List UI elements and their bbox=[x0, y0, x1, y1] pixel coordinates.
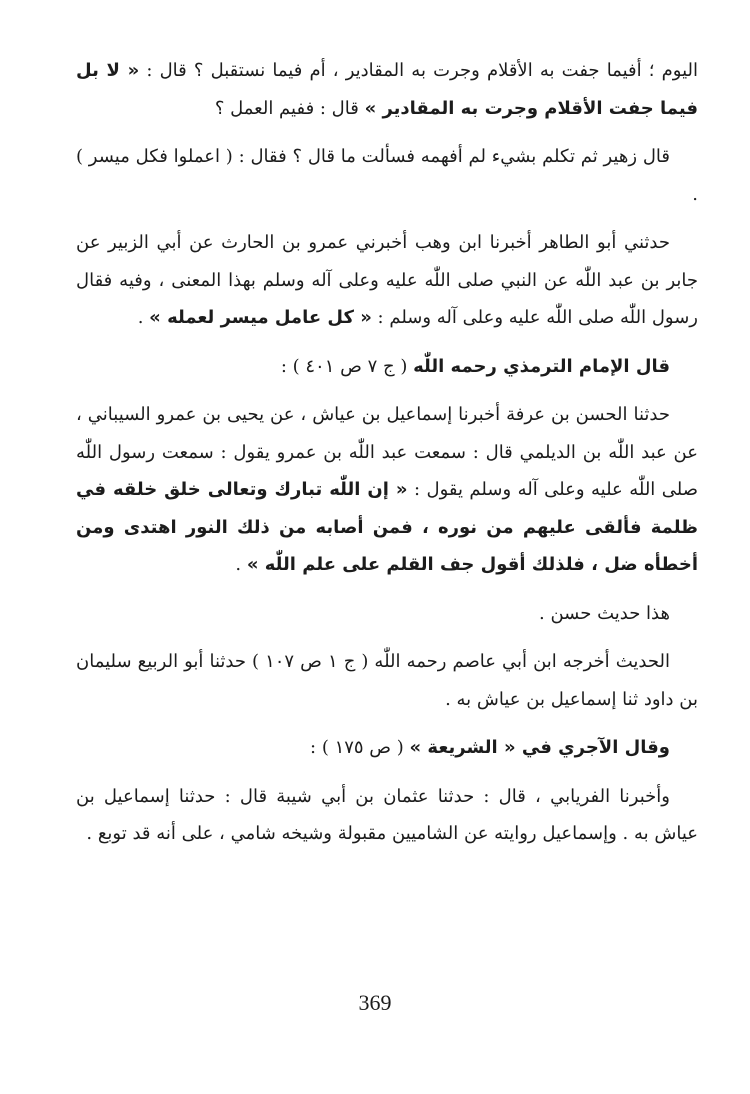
paragraph-4 bbox=[76, 396, 698, 584]
paragraph-1-text: اليوم ؛ أفيما جفت به الأقلام وجرت به المقادير ، أم فيما نستقبل ؟ قال : bbox=[139, 60, 698, 81]
paragraph-1-tail: قال : ففيم العمل ؟ bbox=[214, 97, 365, 119]
paragraph-2: قال زهير ثم تكلم بشيء لم أفهمه فسألت ما قال ؟ فقال : ( اعملوا فكل ميسر ) . bbox=[76, 146, 698, 205]
section-heading-ajurri-title: وقال الآجري في « الشريعة » bbox=[409, 737, 670, 758]
section-heading-ajurri bbox=[76, 729, 698, 767]
paragraph-7: وأخبرنا الفريابي ، قال : حدثنا عثمان بن أبي شيبة قال : حدثنا إسماعيل بن عياش به . وإسماعيل روايته عن الشاميين مقبولة وشيخه شامي ، على أنه قد توبع . bbox=[76, 785, 698, 844]
paragraph-4-hadith: « إن اللّٰه تبارك وتعالى خلق خلقه في ظلمة فألقى عليهم من نوره ، فمن أصابه من ذلك النور اهتدى ومن أخطأه ضل ، فلذلك أقول جف القلم على علم اللّٰه » bbox=[76, 479, 698, 575]
paragraph-1-hadith: « لا بل فيما جفت الأقلام وجرت به المقادير » bbox=[76, 60, 698, 119]
section-heading-ajurri-ref: ( ص ١٧٥ ) : bbox=[310, 737, 410, 758]
paragraph-4-text: حدثنا الحسن بن عرفة أخبرنا إسماعيل بن عياش ، عن يحيى بن عمرو السيباني ، عن عبد اللّٰه بن الديلمي قال : سمعت عبد اللّٰه بن عمرو يقول : سمعت رسول اللّٰه صلى اللّٰه عليه وعلى آله وسلم يقول : bbox=[76, 404, 698, 500]
paragraph-3-text: حدثني أبو الطاهر أخبرنا ابن وهب أخبرني عمرو بن الحارث عن أبي الزبير عن جابر بن عبد اللّٰه عن النبي صلى اللّٰه عليه وعلى آله وسلم بهذا المعنى ، وفيه فقال رسول اللّٰه صلى اللّٰه عليه وعلى آله وسلم : bbox=[76, 232, 698, 328]
paragraph-5: هذا حديث حسن . bbox=[539, 602, 670, 624]
paragraph-6: الحديث أخرجه ابن أبي عاصم رحمه اللّٰه ( ج ١ ص ١٠٧ ) حدثنا أبو الربيع سليمان بن داود ثنا إسماعيل بن عياش به . bbox=[76, 651, 698, 710]
paragraph-3-tail: . bbox=[137, 307, 150, 328]
section-heading-tirmidhi-title: قال الإمام الترمذي رحمه اللّٰه bbox=[413, 355, 670, 377]
page-body bbox=[76, 52, 698, 864]
paragraph-3-hadith: « كل عامل ميسر لعمله » bbox=[149, 307, 372, 328]
section-heading-tirmidhi-ref: ( ج ٧ ص ٤٠١ ) : bbox=[280, 355, 414, 377]
paragraph-1 bbox=[76, 52, 698, 127]
section-heading-tirmidhi bbox=[76, 348, 698, 386]
paragraph-4-tail: . bbox=[235, 554, 247, 575]
page-number: 369 bbox=[358, 990, 392, 1015]
paragraph-3 bbox=[76, 224, 698, 337]
